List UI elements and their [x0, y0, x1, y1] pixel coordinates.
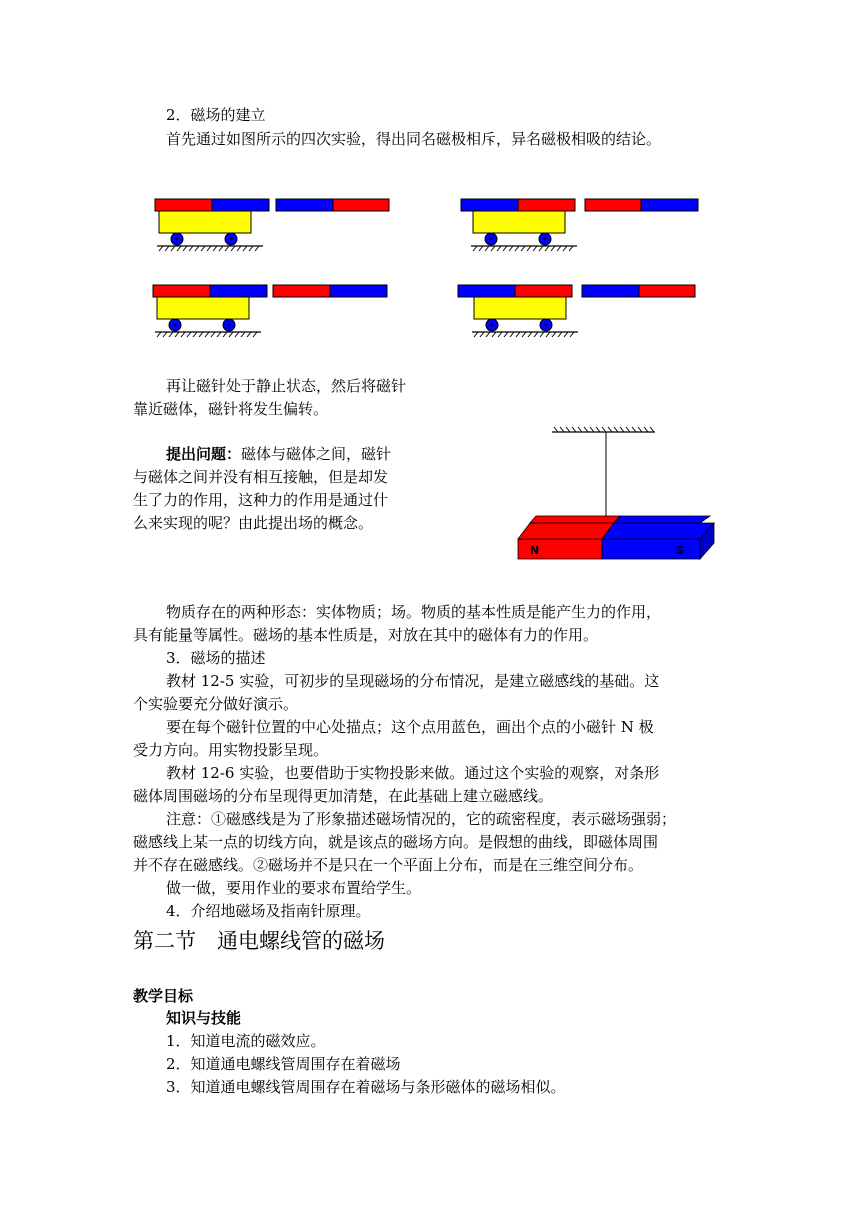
magnet-s-label: S [676, 544, 684, 557]
p4-line-1: 教材 12-6 实验，也要借助于实物投影来做。通过这个实验的观察，对条形 [166, 764, 660, 782]
objective-item-1: 1．知道电流的磁效应。 [166, 1032, 326, 1050]
objectives-heading: 教学目标 [133, 987, 194, 1005]
experiment-4 [458, 285, 578, 337]
p2-line-2: 个实验要充分做好演示。 [133, 695, 299, 713]
objective-item-2: 2．知道通电螺线管周围存在着磁场 [166, 1055, 401, 1073]
objective-item-3: 3．知道通电螺线管周围存在着磁场与条形磁体的磁场相似。 [166, 1078, 566, 1096]
p1-line-1: 物质存在的两种形态：实体物质；场。物质的基本性质是能产生力的作用， [166, 603, 662, 621]
experiment-3 [153, 285, 267, 337]
p5-line-1: 注意：①磁感线是为了形象描述磁场情况的，它的疏密程度，表示磁场强弱； [166, 810, 677, 828]
p6: 做一做，要用作业的要求布置给学生。 [166, 879, 422, 897]
free-magnet-2 [585, 199, 698, 211]
p1-line-2: 具有能量等属性。磁场的基本性质是，对放在其中的磁体有力的作用。 [133, 626, 599, 644]
question-line-2: 与磁体之间并没有相互接触，但是却发 [133, 468, 389, 486]
question-line-4: 么来实现的呢？由此提出场的概念。 [133, 514, 374, 532]
section-heading-2: 2．磁场的建立 [166, 106, 266, 124]
section-heading-3: 3．磁场的描述 [166, 649, 266, 667]
question-line-3: 生了力的作用，这种力的作用是通过什 [133, 491, 389, 509]
question-label: 提出问题： [166, 445, 242, 463]
intro-text: 首先通过如图所示的四次实验，得出同名磁极相斥，异名磁极相吸的结论。 [166, 130, 662, 148]
section-title: 第二节 通电螺线管的磁场 [133, 929, 385, 953]
needle-line-2: 靠近磁体，磁针将发生偏转。 [133, 400, 329, 418]
free-magnet-4 [582, 285, 695, 297]
objectives-subheading: 知识与技能 [166, 1009, 242, 1027]
p5-line-2: 磁感线上某一点的切线方向，就是该点的磁场方向。是假想的曲线，即磁体周围 [133, 833, 659, 851]
p3-line-2: 受力方向。用实物投影呈现。 [133, 741, 329, 759]
p3-line-1: 要在每个磁针位置的中心处描点；这个点用蓝色，画出个点的小磁针 N 极 [166, 718, 654, 736]
free-magnet-1 [276, 199, 389, 211]
experiment-2 [461, 199, 577, 251]
needle-line-1: 再让磁针处于静止状态，然后将磁针 [166, 377, 407, 395]
free-magnet-3 [273, 285, 387, 297]
section-heading-4: 4．介绍地磁场及指南针原理。 [166, 902, 371, 920]
bar-magnet-figure [510, 420, 730, 570]
magnet-n-label: N [530, 544, 540, 557]
cart-experiments-figure [0, 0, 860, 360]
experiment-1 [155, 199, 269, 251]
question-line-1: 提出问题：磁体与磁体之间，磁针 [166, 445, 392, 463]
p4-line-2: 磁体周围磁场的分布呈现得更加清楚，在此基础上建立磁感线。 [133, 787, 554, 805]
p5-line-3: 并不存在磁感线。②磁场并不是只在一个平面上分布，而是在三维空间分布。 [133, 856, 644, 874]
p2-line-1: 教材 12-5 实验，可初步的呈现磁场的分布情况，是建立磁感线的基础。这 [166, 672, 660, 690]
